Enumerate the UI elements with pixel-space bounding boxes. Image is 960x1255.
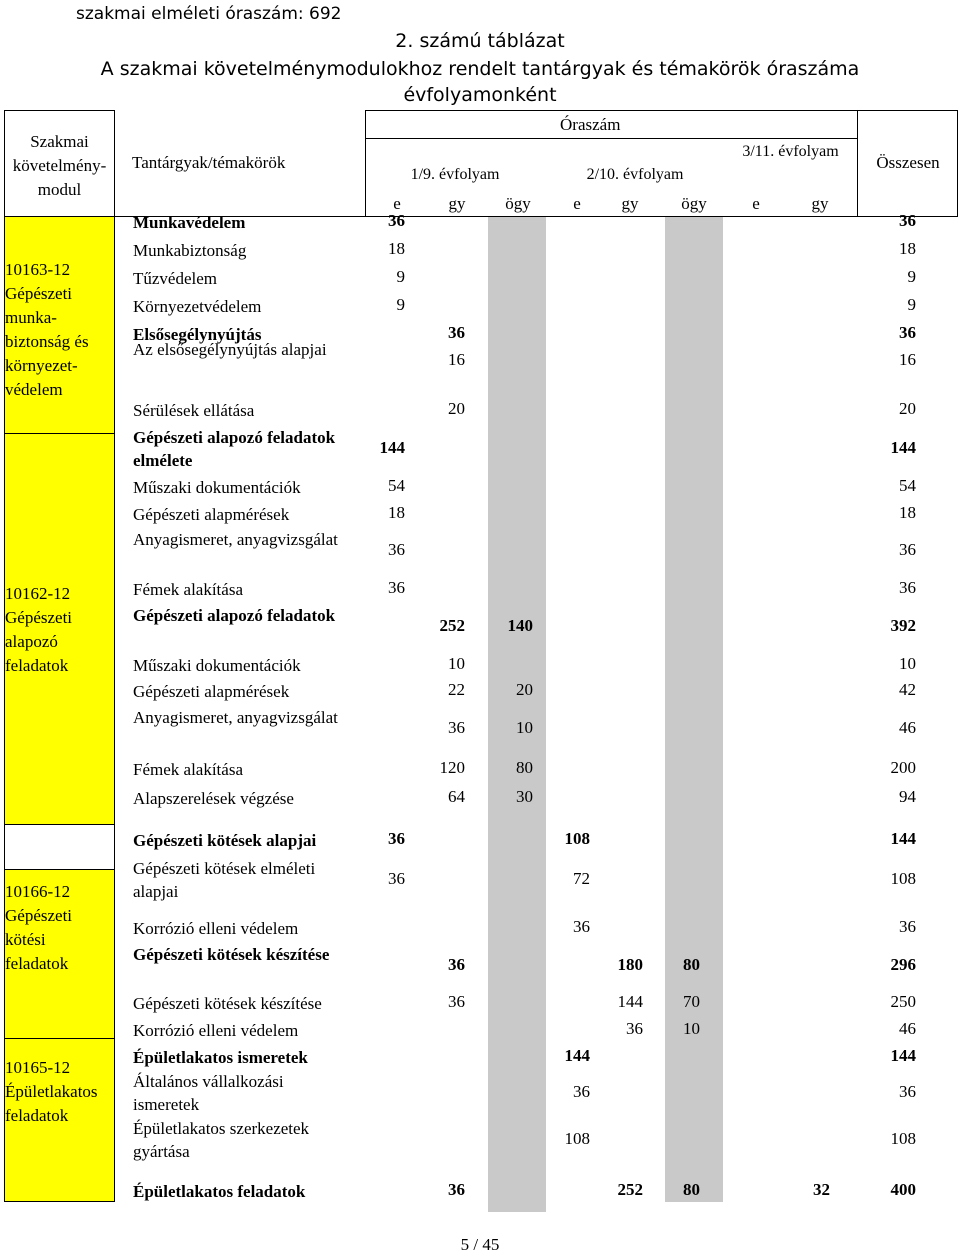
row-value-total: 108 xyxy=(890,869,916,888)
row-value-c1: 36 xyxy=(388,829,405,848)
ogy1-shade-tail xyxy=(488,1202,546,1212)
row-subject: Az elsősegélynyújtás alapjai xyxy=(133,340,327,359)
header-hours: Óraszám xyxy=(560,115,621,134)
row-subject: Sérülések ellátása xyxy=(133,401,255,420)
row-value-c1: 36 xyxy=(388,578,405,597)
row-value-c3: 80 xyxy=(516,758,533,777)
header-year-3: 3/11. évfolyam xyxy=(742,143,839,160)
row-value-c1: 36 xyxy=(388,869,405,888)
row-subject: Tűzvédelem xyxy=(133,269,218,288)
row-value-total: 144 xyxy=(890,438,916,457)
row-subject: Gépészeti kötések alapjai xyxy=(133,831,317,850)
row-value-c1: 9 xyxy=(396,267,405,286)
row-value-total: 94 xyxy=(899,787,916,806)
row-subject: Gépészeti kötések elméleti alapjai xyxy=(133,859,316,901)
row-subject: Gépészeti kötések készítése xyxy=(133,945,330,964)
subheader-col: gy xyxy=(448,194,466,213)
row-subject: Korrózió elleni védelem xyxy=(133,1021,299,1040)
row-value-total: 18 xyxy=(899,239,916,258)
row-value-total: 296 xyxy=(890,955,916,974)
module-line xyxy=(4,824,115,825)
hours-sub-line xyxy=(365,138,858,139)
row-value-c2: 22 xyxy=(448,680,465,699)
row-value-c6: 10 xyxy=(683,1019,700,1038)
row-subject: Anyagismeret, anyagvizsgálat xyxy=(133,708,338,727)
header-year-2: 2/10. évfolyam xyxy=(586,166,684,183)
row-value-c2: 36 xyxy=(448,718,465,737)
row-value-total: 42 xyxy=(899,680,916,699)
module-label: 10166-12 Gépészeti kötési feladatok xyxy=(5,882,73,973)
row-value-c4: 36 xyxy=(573,1082,590,1101)
row-subject: Gépészeti alapmérések xyxy=(133,505,290,524)
row-value-total: 10 xyxy=(899,654,916,673)
row-subject: Gépészeti alapozó feladatok xyxy=(133,606,336,625)
row-value-c2: 16 xyxy=(448,350,465,369)
hours-border-left xyxy=(365,110,366,217)
row-value-c2: 120 xyxy=(439,758,465,777)
row-value-c1: 18 xyxy=(388,239,405,258)
header-year-1: 1/9. évfolyam xyxy=(410,166,500,183)
module-label: 10163-12 Gépészeti munka-biztonság és környezet-védelem xyxy=(5,260,89,399)
row-subject: Munkavédelem xyxy=(133,213,246,232)
header-subjects: Tantárgyak/témakörök xyxy=(132,153,286,172)
row-value-c2: 64 xyxy=(448,787,465,806)
row-value-c1: 36 xyxy=(388,211,405,230)
row-subject: Anyagismeret, anyagvizsgálat xyxy=(133,530,338,549)
subheader-col: e xyxy=(573,194,581,213)
subheader-col: ögy xyxy=(681,194,707,213)
row-value-c8: 32 xyxy=(813,1180,830,1199)
row-value-c5: 36 xyxy=(626,1019,643,1038)
row-value-c6: 70 xyxy=(683,992,700,1011)
row-value-c5: 252 xyxy=(617,1180,643,1199)
row-value-c3: 20 xyxy=(516,680,533,699)
module-line xyxy=(4,1038,115,1039)
title-line-2: évfolyamonként xyxy=(403,84,557,106)
row-value-total: 250 xyxy=(890,992,916,1011)
top-line: szakmai elméleti óraszám: 692 xyxy=(76,4,342,24)
subheader-col: ögy xyxy=(505,194,531,213)
row-subject: Korrózió elleni védelem xyxy=(133,919,299,938)
row-value-c2: 10 xyxy=(448,654,465,673)
row-value-c2: 36 xyxy=(448,992,465,1011)
table-border-bottom xyxy=(4,1201,115,1202)
row-value-c1: 18 xyxy=(388,503,405,522)
row-value-total: 144 xyxy=(890,1046,916,1065)
row-value-c4: 72 xyxy=(573,869,590,888)
hours-border-top xyxy=(365,110,958,111)
row-value-total: 36 xyxy=(899,578,916,597)
subheader-col: gy xyxy=(811,194,829,213)
row-value-c1: 54 xyxy=(388,476,405,495)
subheader-col: e xyxy=(752,194,760,213)
row-value-c2: 36 xyxy=(448,323,465,342)
row-subject: Fémek alakítása xyxy=(133,580,243,599)
row-subject: Munkabiztonság xyxy=(133,241,247,260)
ogy2-shade xyxy=(665,217,723,1202)
row-value-total: 200 xyxy=(890,758,916,777)
row-subject: Elsősegélynyújtás xyxy=(133,325,262,344)
row-value-c1: 144 xyxy=(379,438,405,457)
row-value-c2: 36 xyxy=(448,955,465,974)
header-module: Szakmai követelmény-modul xyxy=(12,132,107,199)
row-subject: Környezetvédelem xyxy=(133,297,262,316)
row-value-total: 9 xyxy=(907,295,916,314)
row-value-total: 36 xyxy=(899,1082,916,1101)
table-border-top xyxy=(4,110,115,111)
row-value-c6: 80 xyxy=(683,1180,700,1199)
row-subject: Általános vállalkozási ismeretek xyxy=(133,1072,284,1114)
row-value-c2: 36 xyxy=(448,1180,465,1199)
row-value-total: 36 xyxy=(899,323,916,342)
row-subject: Épületlakatos szerkezetek gyártása xyxy=(133,1119,310,1161)
module-line xyxy=(4,869,115,870)
row-value-c4: 108 xyxy=(564,1129,590,1148)
module-label: 10162-12 Gépészeti alapozó feladatok xyxy=(5,584,73,675)
row-value-c3: 140 xyxy=(507,616,533,635)
row-value-c2: 20 xyxy=(448,399,465,418)
row-value-total: 20 xyxy=(899,399,916,418)
row-value-c5: 144 xyxy=(617,992,643,1011)
row-value-total: 16 xyxy=(899,350,916,369)
row-value-total: 36 xyxy=(899,211,916,230)
row-value-total: 36 xyxy=(899,540,916,559)
module-line xyxy=(4,433,115,434)
row-subject: Gépészeti alapmérések xyxy=(133,682,290,701)
table-border-right xyxy=(957,110,958,217)
row-subject: Fémek alakítása xyxy=(133,760,243,779)
row-subject: Épületlakatos feladatok xyxy=(133,1182,306,1201)
row-value-c1: 36 xyxy=(388,540,405,559)
row-value-c4: 36 xyxy=(573,917,590,936)
row-value-total: 9 xyxy=(907,267,916,286)
row-value-c6: 80 xyxy=(683,955,700,974)
row-value-c4: 144 xyxy=(564,1046,590,1065)
title-line-1: A szakmai követelménymodulokhoz rendelt tantárgyak és témakörök óraszáma xyxy=(100,58,860,80)
row-value-total: 108 xyxy=(890,1129,916,1148)
total-divider xyxy=(857,110,858,217)
subheader-col: gy xyxy=(621,194,639,213)
row-value-total: 392 xyxy=(890,616,916,635)
row-subject: Műszaki dokumentációk xyxy=(133,656,301,675)
row-subject: Alapszerelések végzése xyxy=(133,789,294,808)
table-caption: 2. számú táblázat xyxy=(395,30,565,52)
row-value-total: 46 xyxy=(899,1019,916,1038)
row-value-total: 144 xyxy=(890,829,916,848)
row-value-total: 46 xyxy=(899,718,916,737)
row-subject: Műszaki dokumentációk xyxy=(133,478,301,497)
row-subject: Épületlakatos ismeretek xyxy=(133,1048,308,1067)
row-value-c2: 252 xyxy=(439,616,465,635)
row-value-total: 36 xyxy=(899,917,916,936)
row-value-c4: 108 xyxy=(564,829,590,848)
row-value-c3: 10 xyxy=(516,718,533,737)
header-total: Összesen xyxy=(876,153,940,172)
row-value-total: 18 xyxy=(899,503,916,522)
row-value-c3: 30 xyxy=(516,787,533,806)
row-subject: Gépészeti kötések készítése xyxy=(133,994,322,1013)
subheader-col: e xyxy=(393,194,401,213)
row-value-total: 54 xyxy=(899,476,916,495)
page-number: 5 / 45 xyxy=(460,1235,500,1254)
row-value-c5: 180 xyxy=(617,955,643,974)
row-value-total: 400 xyxy=(890,1180,916,1199)
row-value-c1: 9 xyxy=(396,295,405,314)
row-subject: Gépészeti alapozó feladatok elmélete xyxy=(133,428,336,470)
module-label: 10165-12 Épületlakatos feladatok xyxy=(5,1058,98,1125)
